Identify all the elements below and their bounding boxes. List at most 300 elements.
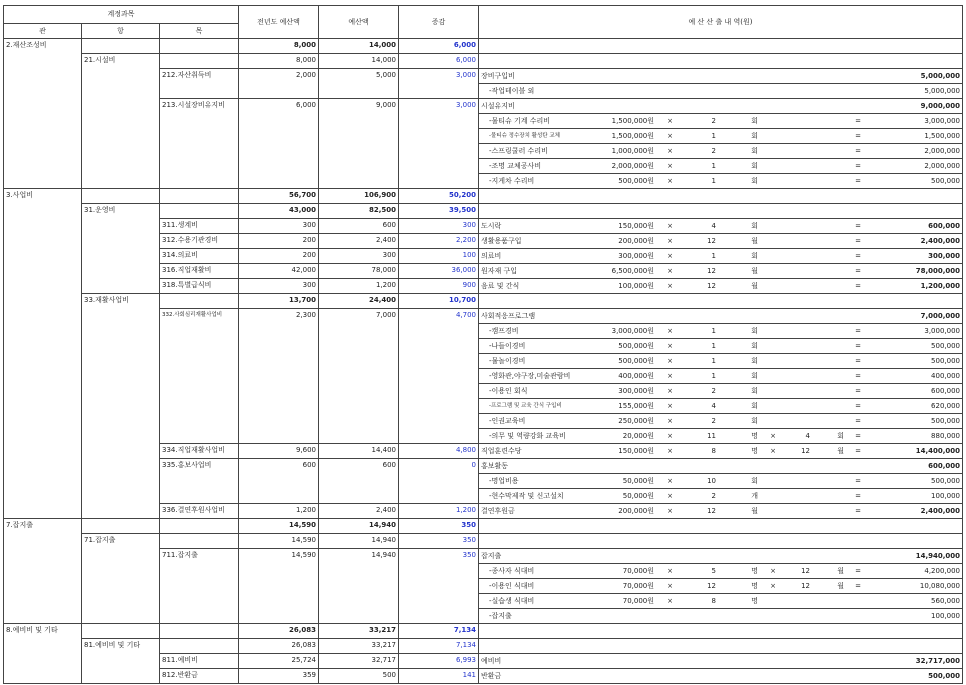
detail-cell — [479, 564, 963, 579]
detail-unit-price: 3,000,000원 — [611, 326, 654, 335]
detail-unit-price: 300,000원 — [618, 386, 654, 395]
detail-unit-price: 50,000원 — [622, 476, 654, 485]
detail-times: × — [667, 251, 673, 260]
table-row — [4, 204, 963, 219]
detail-label: -프로그램 및 교육 간식 구입비 — [489, 402, 562, 409]
detail-times: × — [667, 266, 673, 275]
mok-cell: 312.수용기관경비 — [160, 234, 239, 249]
detail-cell — [479, 294, 963, 309]
budget-cell: 9,000 — [319, 99, 399, 189]
prev-budget-cell: 14,590 — [239, 519, 319, 534]
diff-cell: 6,000 — [399, 54, 479, 69]
budget-cell: 2,400 — [319, 234, 399, 249]
mok-cell: 212.자산취득비 — [160, 69, 239, 99]
header-detail: 예 산 산 출 내 역(원) — [479, 6, 963, 39]
detail-cell — [479, 129, 963, 144]
detail-unit: 개 — [751, 491, 758, 500]
detail-times: × — [667, 161, 673, 170]
table-row — [4, 54, 963, 69]
detail-unit-price: 500,000원 — [618, 356, 654, 365]
diff-cell: 4,700 — [399, 309, 479, 444]
detail-unit: 회 — [751, 326, 758, 335]
detail-equals: = — [855, 281, 861, 290]
prev-budget-cell: 359 — [239, 669, 319, 684]
detail-total: 4,200,000 — [924, 566, 960, 575]
gwan-cell: 7.잡지출 — [4, 519, 82, 624]
detail-unit: 명 — [751, 431, 758, 440]
detail-unit-price: 20,000원 — [622, 431, 654, 440]
prev-budget-cell: 9,600 — [239, 444, 319, 459]
mok-cell: 332.사회심리재활사업비 — [160, 309, 239, 444]
detail-unit: 월 — [751, 236, 758, 245]
detail-cell — [479, 414, 963, 429]
detail-equals: = — [855, 161, 861, 170]
budget-cell: 33,217 — [319, 624, 399, 639]
detail-total: 500,000 — [931, 176, 960, 185]
mok-cell: 335.홍보사업비 — [160, 459, 239, 504]
detail-cell — [479, 114, 963, 129]
detail-qty: 1 — [711, 251, 716, 260]
prev-budget-cell: 8,000 — [239, 39, 319, 54]
hang-cell: 81.예비비 및 기타 — [82, 639, 160, 684]
detail-times: × — [667, 176, 673, 185]
diff-cell: 350 — [399, 519, 479, 534]
prev-budget-cell: 14,590 — [239, 549, 319, 624]
diff-cell: 350 — [399, 534, 479, 549]
hang-cell: 21.시설비 — [82, 54, 160, 189]
header-budget: 예산액 — [319, 6, 399, 39]
diff-cell: 2,200 — [399, 234, 479, 249]
detail-equals: = — [855, 236, 861, 245]
detail-cell — [479, 249, 963, 264]
detail-qty: 1 — [711, 356, 716, 365]
detail-cell — [479, 654, 963, 669]
detail-label: -의무 및 역량강화 교육비 — [489, 431, 566, 440]
detail-unit: 회 — [751, 401, 758, 410]
hang-cell: 33.재활사업비 — [82, 294, 160, 519]
prev-budget-cell: 2,000 — [239, 69, 319, 99]
gwan-cell: 3.사업비 — [4, 189, 82, 519]
detail-label: -뮬놀이경비 — [489, 356, 526, 365]
detail-unit-price: 1,000,000원 — [611, 146, 654, 155]
mok-cell — [160, 639, 239, 654]
detail-label: -명업비용 — [489, 476, 519, 485]
detail-qty: 2 — [711, 116, 716, 125]
detail-equals: = — [855, 371, 861, 380]
detail-total: 3,000,000 — [924, 116, 960, 125]
detail-total: 32,717,000 — [915, 656, 960, 665]
detail-qty: 12 — [707, 236, 716, 245]
detail-equals: = — [855, 416, 861, 425]
gwan-cell: 2.재산조성비 — [4, 39, 82, 189]
detail-cell — [479, 399, 963, 414]
detail-times: × — [667, 431, 673, 440]
detail-unit: 명 — [751, 566, 758, 575]
detail-cell — [479, 474, 963, 489]
detail-label: 시설유지비 — [481, 101, 515, 110]
prev-budget-cell: 26,083 — [239, 639, 319, 654]
detail-cell — [479, 54, 963, 69]
detail-equals: = — [855, 431, 861, 440]
diff-cell: 7,134 — [399, 624, 479, 639]
mok-cell — [160, 54, 239, 69]
budget-cell: 1,200 — [319, 279, 399, 294]
detail-total: 880,000 — [931, 431, 960, 440]
detail-total: 2,000,000 — [924, 146, 960, 155]
detail-cell — [479, 444, 963, 459]
budget-cell: 14,400 — [319, 444, 399, 459]
detail-cell — [479, 594, 963, 609]
diff-cell: 6,000 — [399, 39, 479, 54]
budget-cell: 33,217 — [319, 639, 399, 654]
table-row — [4, 189, 963, 204]
detail-cell — [479, 384, 963, 399]
detail-equals: = — [855, 131, 861, 140]
detail-label: 반환금 — [481, 671, 502, 680]
detail-qty: 12 — [707, 506, 716, 515]
detail-qty: 5 — [711, 566, 716, 575]
detail-times: × — [770, 566, 776, 575]
detail-total: 14,940,000 — [915, 551, 960, 560]
detail-cell — [479, 324, 963, 339]
detail-equals: = — [855, 251, 861, 260]
detail-unit-price: 300,000원 — [618, 251, 654, 260]
detail-total: 10,080,000 — [919, 581, 960, 590]
mok-cell: 314.의료비 — [160, 249, 239, 264]
detail-times: × — [667, 476, 673, 485]
detail-total: 14,400,000 — [915, 446, 960, 455]
budget-cell: 7,000 — [319, 309, 399, 444]
detail-label: 원자재 구입 — [481, 266, 518, 275]
detail-cell — [479, 84, 963, 99]
detail-cell — [479, 429, 963, 444]
diff-cell: 350 — [399, 549, 479, 624]
prev-budget-cell: 14,590 — [239, 534, 319, 549]
prev-budget-cell: 8,000 — [239, 54, 319, 69]
table-row — [4, 519, 963, 534]
detail-unit: 월 — [837, 446, 844, 455]
prev-budget-cell: 1,200 — [239, 504, 319, 519]
detail-unit-price: 70,000원 — [622, 566, 654, 575]
detail-unit: 월 — [751, 506, 758, 515]
detail-unit: 명 — [751, 581, 758, 590]
mok-cell: 316.직업재활비 — [160, 264, 239, 279]
detail-label: 생활용품구입 — [481, 236, 522, 245]
detail-label: -종사자 식대비 — [489, 566, 535, 575]
detail-unit: 명 — [751, 596, 758, 605]
table-row — [4, 294, 963, 309]
detail-unit: 회 — [751, 356, 758, 365]
diff-cell: 3,000 — [399, 69, 479, 99]
detail-label: -물티슈 기계 수리비 — [489, 116, 551, 125]
prev-budget-cell: 600 — [239, 459, 319, 504]
diff-cell: 300 — [399, 219, 479, 234]
detail-equals: = — [855, 266, 861, 275]
detail-total: 400,000 — [931, 371, 960, 380]
table-row — [4, 534, 963, 549]
detail-qty: 4 — [711, 221, 716, 230]
header-account: 계정과목 — [4, 6, 239, 24]
detail-times: × — [667, 401, 673, 410]
detail-total: 500,000 — [931, 476, 960, 485]
budget-cell: 500 — [319, 669, 399, 684]
detail-total: 500,000 — [931, 341, 960, 350]
mok-cell: 811.예비비 — [160, 654, 239, 669]
detail-label: 의료비 — [481, 251, 502, 260]
detail-equals: = — [855, 506, 861, 515]
detail-qty: 1 — [711, 131, 716, 140]
detail-times: × — [770, 581, 776, 590]
detail-total: 500,000 — [928, 671, 960, 680]
detail-label: -이용인 회식 — [489, 386, 528, 395]
detail-cell — [479, 234, 963, 249]
detail-label: -현수막제작 및 신고설치 — [489, 491, 564, 500]
detail-total: 2,000,000 — [924, 161, 960, 170]
detail-unit-price: 1,500,000원 — [611, 131, 654, 140]
budget-cell: 32,717 — [319, 654, 399, 669]
detail-total: 3,000,000 — [924, 326, 960, 335]
detail-unit: 회 — [751, 221, 758, 230]
detail-times: × — [667, 131, 673, 140]
detail-times: × — [667, 236, 673, 245]
detail-cell — [479, 339, 963, 354]
detail-times: × — [667, 581, 673, 590]
detail-unit: 회 — [751, 176, 758, 185]
detail-unit: 월 — [837, 566, 844, 575]
mok-cell — [160, 624, 239, 639]
detail-times: × — [667, 326, 673, 335]
detail-label: 잡지출 — [481, 551, 502, 560]
budget-cell: 14,940 — [319, 549, 399, 624]
detail-total: 7,000,000 — [920, 311, 960, 320]
detail-total: 500,000 — [931, 416, 960, 425]
detail-unit: 회 — [751, 251, 758, 260]
detail-times: × — [667, 116, 673, 125]
detail-unit: 월 — [837, 581, 844, 590]
mok-cell — [160, 294, 239, 309]
budget-cell: 78,000 — [319, 264, 399, 279]
budget-cell: 5,000 — [319, 69, 399, 99]
detail-label: 도시락 — [481, 221, 502, 230]
detail-total: 620,000 — [931, 401, 960, 410]
detail-unit: 회 — [837, 431, 844, 440]
detail-label: -캠프경비 — [489, 326, 519, 335]
detail-qty: 8 — [711, 446, 716, 455]
prev-budget-cell: 200 — [239, 234, 319, 249]
detail-cell — [479, 144, 963, 159]
detail-unit-price: 200,000원 — [618, 506, 654, 515]
detail-times: × — [667, 506, 673, 515]
detail-total: 2,400,000 — [920, 236, 960, 245]
detail-cell — [479, 669, 963, 684]
hang-cell — [82, 39, 160, 54]
detail-qty: 12 — [801, 581, 810, 590]
detail-total: 600,000 — [928, 221, 960, 230]
detail-qty: 2 — [711, 491, 716, 500]
detail-label: 홍보활동 — [481, 461, 509, 470]
detail-qty: 1 — [711, 371, 716, 380]
header-gwan: 관 — [4, 24, 82, 39]
prev-budget-cell: 43,000 — [239, 204, 319, 219]
detail-label: 음료 및 간식 — [481, 281, 520, 290]
budget-cell: 106,900 — [319, 189, 399, 204]
detail-unit: 월 — [751, 266, 758, 275]
mok-cell: 213.시설장비유지비 — [160, 99, 239, 189]
detail-cell — [479, 534, 963, 549]
detail-times: × — [667, 221, 673, 230]
detail-cell — [479, 204, 963, 219]
header-prev-budget: 전년도 예산액 — [239, 6, 319, 39]
mok-cell: 812.반환금 — [160, 669, 239, 684]
budget-cell: 300 — [319, 249, 399, 264]
detail-total: 600,000 — [931, 386, 960, 395]
detail-equals: = — [855, 386, 861, 395]
detail-times: × — [770, 446, 776, 455]
prev-budget-cell: 25,724 — [239, 654, 319, 669]
detail-unit: 명 — [751, 446, 758, 455]
diff-cell: 100 — [399, 249, 479, 264]
detail-times: × — [667, 386, 673, 395]
mok-cell — [160, 39, 239, 54]
detail-total: 1,200,000 — [920, 281, 960, 290]
budget-cell: 600 — [319, 219, 399, 234]
detail-total: 600,000 — [928, 461, 960, 470]
prev-budget-cell: 13,700 — [239, 294, 319, 309]
detail-times: × — [667, 446, 673, 455]
mok-cell: 711.잡지출 — [160, 549, 239, 624]
detail-times: × — [667, 491, 673, 500]
detail-label: -영화관,야구장,미술관람비 — [489, 371, 571, 380]
detail-times: × — [667, 596, 673, 605]
detail-equals: = — [855, 116, 861, 125]
detail-cell — [479, 354, 963, 369]
detail-cell — [479, 39, 963, 54]
detail-label: 장비구입비 — [481, 71, 515, 80]
detail-equals: = — [855, 341, 861, 350]
mok-cell — [160, 519, 239, 534]
detail-total: 5,000,000 — [920, 71, 960, 80]
detail-unit-price: 155,000원 — [618, 401, 654, 410]
mok-cell: 336.결연후원사업비 — [160, 504, 239, 519]
diff-cell: 10,700 — [399, 294, 479, 309]
detail-unit: 회 — [751, 131, 758, 140]
budget-cell: 2,400 — [319, 504, 399, 519]
detail-equals: = — [855, 446, 861, 455]
detail-cell — [479, 264, 963, 279]
detail-unit: 월 — [751, 281, 758, 290]
hang-cell: 31.운영비 — [82, 204, 160, 294]
detail-qty: 12 — [707, 281, 716, 290]
detail-label: 직업훈련수당 — [481, 446, 522, 455]
detail-label: -조명 교체공사비 — [489, 161, 542, 170]
detail-times: × — [667, 281, 673, 290]
detail-qty: 1 — [711, 161, 716, 170]
diff-cell: 7,134 — [399, 639, 479, 654]
prev-budget-cell: 26,083 — [239, 624, 319, 639]
detail-unit-price: 70,000원 — [622, 581, 654, 590]
detail-unit: 회 — [751, 371, 758, 380]
detail-cell — [479, 174, 963, 189]
detail-total: 78,000,000 — [915, 266, 960, 275]
detail-label: -이용인 식대비 — [489, 581, 535, 590]
detail-unit-price: 200,000원 — [618, 236, 654, 245]
detail-unit-price: 500,000원 — [618, 176, 654, 185]
detail-qty: 10 — [707, 476, 716, 485]
detail-qty: 2 — [711, 146, 716, 155]
detail-total: 300,000 — [928, 251, 960, 260]
detail-cell — [479, 609, 963, 624]
detail-unit-price: 150,000원 — [618, 446, 654, 455]
table-row — [4, 624, 963, 639]
detail-times: × — [667, 566, 673, 575]
detail-unit-price: 500,000원 — [618, 341, 654, 350]
detail-unit-price: 70,000원 — [622, 596, 654, 605]
diff-cell: 3,000 — [399, 99, 479, 189]
detail-qty: 2 — [711, 416, 716, 425]
mok-cell: 318.특별급식비 — [160, 279, 239, 294]
detail-total: 2,400,000 — [920, 506, 960, 515]
detail-qty: 1 — [711, 341, 716, 350]
detail-qty: 4 — [711, 401, 716, 410]
prev-budget-cell: 56,700 — [239, 189, 319, 204]
detail-unit: 회 — [751, 341, 758, 350]
detail-times: × — [770, 431, 776, 440]
mok-cell — [160, 204, 239, 219]
detail-times: × — [667, 356, 673, 365]
detail-cell — [479, 69, 963, 84]
detail-cell — [479, 579, 963, 594]
diff-cell: 900 — [399, 279, 479, 294]
header-hang: 항 — [82, 24, 160, 39]
hang-cell — [82, 189, 160, 204]
detail-qty: 4 — [805, 431, 810, 440]
detail-unit-price: 100,000원 — [618, 281, 654, 290]
detail-qty: 1 — [711, 326, 716, 335]
detail-qty: 12 — [801, 566, 810, 575]
mok-cell — [160, 189, 239, 204]
detail-cell — [479, 189, 963, 204]
detail-unit-price: 1,500,000원 — [611, 116, 654, 125]
detail-label: -스프링쿨러 수리비 — [489, 146, 548, 155]
detail-unit-price: 150,000원 — [618, 221, 654, 230]
detail-qty: 12 — [801, 446, 810, 455]
detail-equals: = — [855, 581, 861, 590]
detail-cell — [479, 519, 963, 534]
budget-cell: 14,940 — [319, 519, 399, 534]
detail-cell — [479, 459, 963, 474]
mok-cell: 311.생계비 — [160, 219, 239, 234]
detail-equals: = — [855, 221, 861, 230]
detail-cell — [479, 369, 963, 384]
detail-label: -작업테이블 외 — [489, 86, 535, 95]
diff-cell: 4,800 — [399, 444, 479, 459]
header-mok: 목 — [160, 24, 239, 39]
hang-cell — [82, 519, 160, 534]
detail-total: 560,000 — [931, 596, 960, 605]
detail-equals: = — [855, 491, 861, 500]
detail-label: -인권교육비 — [489, 416, 526, 425]
detail-unit: 회 — [751, 161, 758, 170]
detail-label: 예비비 — [481, 656, 502, 665]
budget-cell: 14,000 — [319, 39, 399, 54]
budget-cell: 24,400 — [319, 294, 399, 309]
diff-cell: 1,200 — [399, 504, 479, 519]
detail-label: -잡지출 — [489, 611, 512, 620]
detail-equals: = — [855, 176, 861, 185]
diff-cell: 141 — [399, 669, 479, 684]
budget-cell: 82,500 — [319, 204, 399, 219]
prev-budget-cell: 300 — [239, 279, 319, 294]
